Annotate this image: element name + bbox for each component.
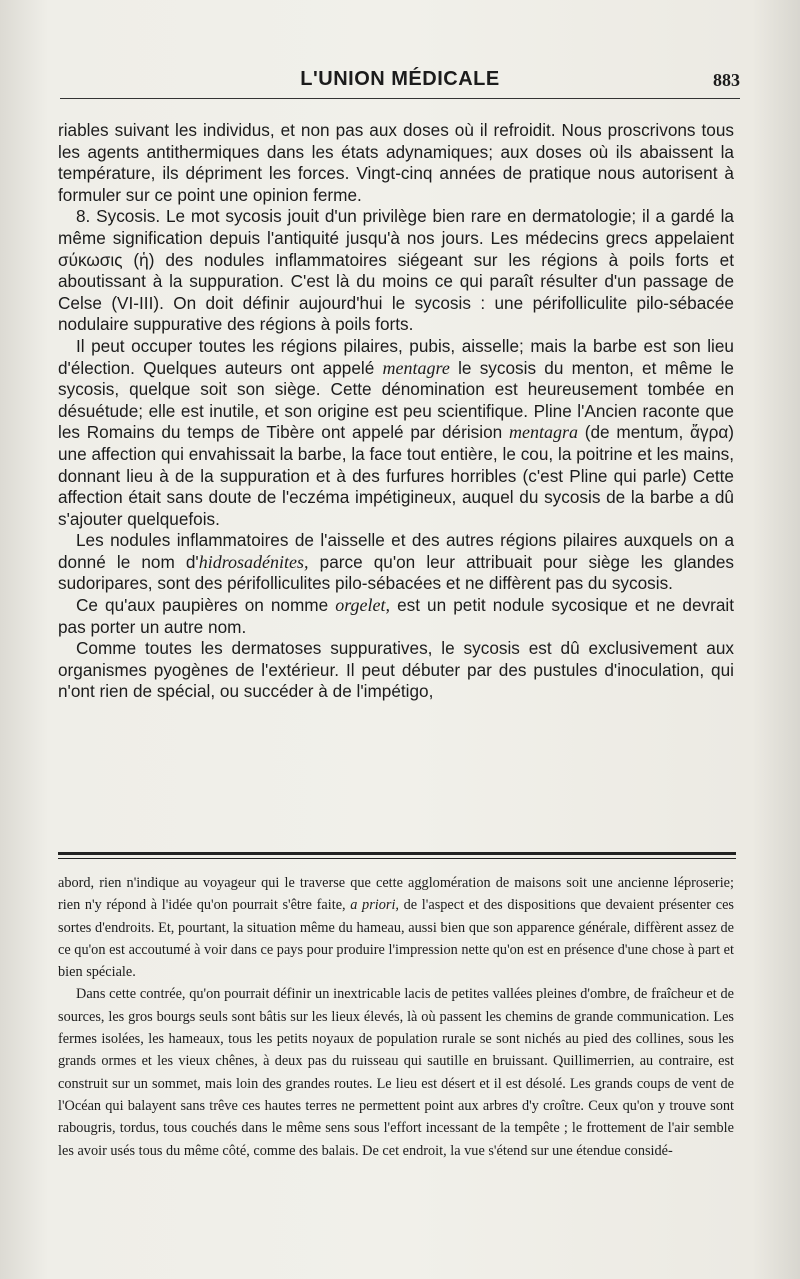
text-span: abord, rien n'indique au voyageur qui le traverse que cette agglomération de maisons soit une ancienne léproserie; rien n'y répond à l'idée qu'on pourrait s'être faite, bbox=[58, 875, 734, 914]
paragraph-continuation: riables suivant les individus, et non pas aux doses où il refroidit. Nous proscrivons tous les agents antithermiques dans les états adynamiques; aux doses où ils abaissent la température, ils dépriment les forces. Vingt-cinq années de pratique nous autorisent à formuler sur ce point une opinion ferme. bbox=[58, 120, 734, 205]
main-text bbox=[58, 120, 734, 703]
feuilleton-paragraph bbox=[58, 872, 734, 983]
page-number: 883 bbox=[713, 70, 740, 90]
term-mentagre: mentagre bbox=[382, 357, 450, 378]
text-span: Les nodules inflammatoires de l'aisselle et des autres régions pilaires auxquels on a donné le nom d' bbox=[58, 530, 734, 572]
paragraph-pyogenic: Comme toutes les dermatoses suppuratives, le sycosis est dû exclusivement aux organismes pyogènes de l'extérieur. Il peut débuter par des pustules d'inoculation, qui n'ont rien de spécial, ou succéder à de l'impétigo, bbox=[58, 638, 734, 702]
term-hidrosadenites: hidrosadénites, bbox=[198, 551, 309, 572]
paragraph-orgelet bbox=[58, 595, 734, 638]
term-orgelet: orgelet, bbox=[335, 595, 391, 616]
text-span: Ce qu'aux paupières on nomme bbox=[76, 595, 336, 616]
feuilleton-text bbox=[58, 872, 734, 1162]
term-a-priori: a priori, bbox=[350, 897, 400, 914]
page-header bbox=[60, 68, 740, 104]
text-span: Il peut occuper toutes les régions pilaires, pubis, aisselle; mais la barbe est son lieu d'élection. Quelques auteurs ont appelé bbox=[58, 335, 734, 378]
feuilleton-separator bbox=[58, 852, 736, 859]
separator-thin-rule bbox=[58, 858, 736, 859]
separator-thick-rule bbox=[58, 852, 736, 855]
running-title: L'UNION MÉDICALE bbox=[300, 68, 500, 90]
term-mentagra: mentagra bbox=[508, 422, 578, 443]
text-span: (de mentum, ἄγρα) une affection qui envahissait la barbe, la face tout entière, le cou, la poitrine et les mains, donnant lieu à de la suppuration et à des furfures horribles (c'est Pline qui parle) Cette affection était sans doute de l'eczéma impétigineux, auquel du sycosis de la barbe a dû s'ajouter quelquefois. bbox=[58, 422, 735, 529]
text-span: de l'aspect et des dispositions que devaient présenter ces sortes d'endroits. Et, pourtant, la situation même du hameau, aussi bien que son apparence générale, diffèrent assez de ce qu'on est accoutumé à voir dans ce pays pour produire l'impression nette qu'on est en présence d'une chose à part et bien spéciale. bbox=[58, 897, 734, 981]
header-rule bbox=[60, 98, 740, 99]
paragraph-sycosis-regions bbox=[58, 336, 734, 530]
paragraph-hidrosadenites bbox=[58, 530, 734, 595]
text-span: parce qu'on leur attribuait pour siège les glandes sudoripares, sont des périfolliculites pilo-sébacées et ne diffèrent pas du sycosis. bbox=[58, 551, 734, 594]
feuilleton-paragraph: Dans cette contrée, qu'on pourrait définir un inextricable lacis de petites vallées pleines d'ombre, de fraîcheur et de sources, les gros bourgs seuls sont bâtis sur les lieux élevés, là où passent les chemins de grande communication. Les fermes isolées, les hameaux, tous les petits noyaux de population rurale se sont nichés au pied des collines, sous les grands ormes et les vieux chênes, à deux pas du ruisseau qui sautille en bruissant. Quillimerrien, au contraire, est construit sur un sommet, mais loin des grandes routes. Le lieu est désert et il est désolé. Les grands coups de vent de l'Océan qui balayent sans trêve ces hautes terres ne permettent point aux arbres d'y croître. Ceux qu'on y trouve sont rabougris, tordus, tous couchés dans le même sens sous l'effort incessant de la tempête ; le frottement de l'air semble les avoir usés tous du même côté, comme des balais. De cet endroit, la vue s'étend sur une étendue considé- bbox=[58, 986, 734, 1159]
text-span: est un petit nodule sycosique et ne devrait pas porter un autre nom. bbox=[58, 595, 734, 637]
paragraph-sycosis-definition: 8. Sycosis. Le mot sycosis jouit d'un privilège bien rare en dermatologie; il a gardé la même signification depuis l'antiquité jusqu'à nos jours. Les médecins grecs appelaient σύκωσις (ἡ) des nodules inflammatoires siégeant sur les régions à poils forts et aboutissant à la suppuration. C'est là du moins ce qui paraît résulter d'un passage de Celse (VI-III). On doit définir aujourd'hui le sycosis : une périfolliculite pilo-sébacée nodulaire suppurative des régions à poils forts. bbox=[58, 206, 734, 335]
text-span: le sycosis du menton, et même le sycosis, quelque soit son siège. Cette dénomination est heureusement tombée en désuétude; elle est inutile, et son origine est peu scientifique. Pline l'Ancien raconte que les Romains du temps de Tibère ont appelé par dérision bbox=[58, 357, 734, 443]
